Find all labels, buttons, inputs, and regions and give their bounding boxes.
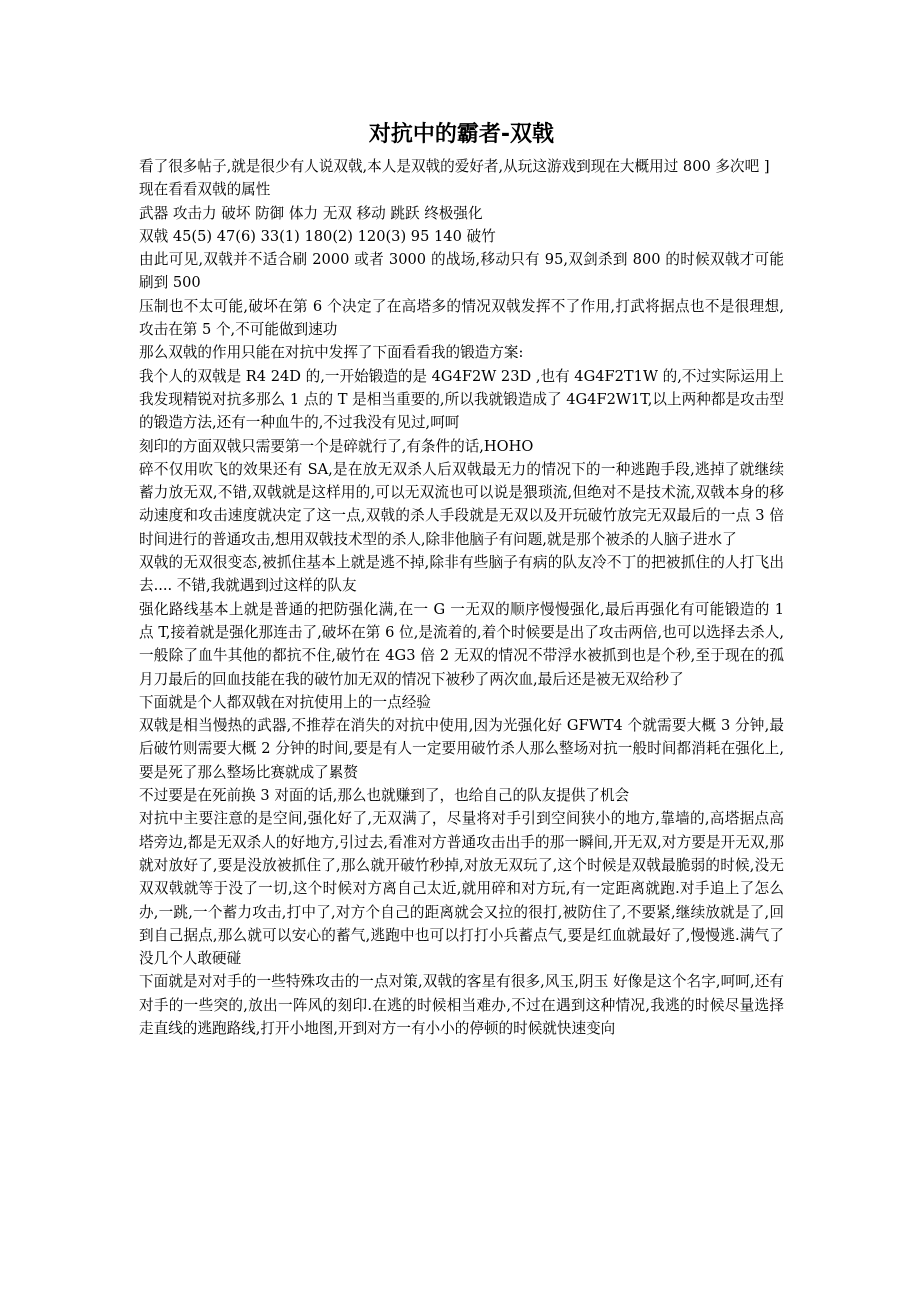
paragraph-forging-intro: 那么双戟的作用只能在对抗中发挥了下面看看我的锻造方案: [139, 344, 524, 362]
paragraph-intro: 看了很多帖子,就是很少有人说双戟,本人是双戟的爱好者,从玩这游戏到现在大概用过 800 多次吧 ] [139, 158, 770, 175]
paragraph-forging-plan: 我个人的双戟是 R4 24D 的,一开始锻造的是 4G4F2W 23D ,也有 4G4F2T1W 的,不过实际运用上我发现精锐对抗多那么 1 点的 T 是相当重要的,所以我就锻造成了 4G4F2W1T,以上两种都是攻击型的锻造方法,还有一种血牛的,不过我没有见过,呵呵 [139, 367, 784, 432]
paragraph-counter-strategy: 下面就是对对手的一些特殊攻击的一点对策,双戟的客星有很多,风玉,阴玉 好像是这个名字,呵呵,还有对手的一些突的,放出一阵风的刻印.在逃的时候相当难办,不过在遇到这种情况,我逃的时候尽量选择走直线的逃跑路线,打开小地图,开到对方一有小小的停顿的时候就快速变向 [139, 973, 784, 1037]
document-body [139, 155, 784, 1040]
paragraph-musou: 双戟的无双很变态,被抓住基本上就是逃不掉,除非有些脑子有病的队友冷不丁的把被抓住的人打飞出去.... 不错,我就遇到过这样的队友 [139, 554, 784, 595]
paragraph-slow-weapon: 双戟是相当慢热的武器,不推荐在消失的对抗中使用,因为光强化好 GFWT4 个就需要大概 3 分钟,最后破竹则需要大概 2 分钟的时间,要是有人一定要用破竹杀人那么整场对抗一般时间都消耗在强化上,要是死了那么整场比赛就成了累赘 [139, 717, 784, 781]
paragraph-suppression: 压制也不太可能,破坏在第 6 个决定了在高塔多的情况双戟发挥不了作用,打武将据点也不是很理想,攻击在第 5 个,不可能做到速功 [139, 297, 784, 339]
paragraph-shatter: 碎不仅用吹飞的效果还有 SA,是在放无双杀人后双戟最无力的情况下的一种逃跑手段,逃掉了就继续蓄力放无双,不错,双戟就是这样用的,可以无双流也可以说是猥琐流,但绝对不是技术流,双戟本身的移动速度和攻击速度就决定了这一点,双戟的杀人手段就是无双以及开玩破竹放完无双最后的一点 3 倍时间进行的普通攻击,想用双戟技术型的杀人,除非他脑子有问题,就是那个被杀的人脑子进水了 [139, 460, 784, 548]
paragraph-attributes-heading: 现在看看双戟的属性 [139, 181, 271, 199]
paragraph-attributes-values-row: 双戟 45(5) 47(6) 33(1) 180(2) 120(3) 95 140 破竹 [139, 227, 496, 245]
paragraph-movement: 由此可见,双戟并不适合刷 2000 或者 3000 的战场,移动只有 95,双剑杀到 800 的时候双戟才可能刷到 500 [139, 251, 784, 292]
paragraph-attributes-header-row: 武器 攻击力 破坏 防御 体力 无双 移动 跳跃 终极强化 [139, 204, 483, 222]
document-title: 对抗中的霸者-双戟 [368, 122, 555, 147]
paragraph-space-tactics: 对抗中主要注意的是空间,强化好了,无双满了，尽量将对手引到空间狭小的地方,靠墙的,高塔据点高塔旁边,都是无双杀人的好地方,引过去,看准对方普通攻击出手的那一瞬间,开无双,对方要是开无双,那就对放好了,要是没放被抓住了,那么就开破竹秒掉,对放无双玩了,这个时候是双戟最脆弱的时候,没无双双戟就等于没了一切,这个时候对方离自己太近,就用碎和对方玩,有一定距离就跑.对手追上了怎么办,一跳,一个蓄力攻击,打中了,对方个自己的距离就会又拉的很打,被防住了,不要紧,继续放就是了,回到自己据点,那么就可以安心的蓄气,逃跑中也可以打打小兵蓄点气,要是红血就最好了,慢慢逃.满气了没几个人敢硬碰 [139, 810, 784, 968]
paragraph-seal: 刻印的方面双戟只需要第一个是碎就行了,有条件的话,HOHO [139, 437, 534, 455]
paragraph-strengthening-route: 强化路线基本上就是普通的把防强化满,在一 G 一无双的顺序慢慢强化,最后再强化有可能锻造的 1 点 T,接着就是强化那连击了,破坏在第 6 位,是流着的,着个时候要是出了攻击两倍,也可以选择去杀人,一般除了血牛其他的都抗不住,破竹在 4G3 倍 2 无双的情况不带浮水被抓到也是个秒,至于现在的孤月刀最后的回血技能在我的破竹加无双的情况下被秒了两次血,最后还是被无双给秒了 [139, 600, 784, 688]
document-page [139, 115, 784, 1040]
paragraph-experience-heading: 下面就是个人都双戟在对抗使用上的一点经验 [139, 693, 431, 711]
paragraph-trade: 不过要是在死前换 3 对面的话,那么也就赚到了，也给自己的队友提供了机会 [139, 787, 630, 805]
